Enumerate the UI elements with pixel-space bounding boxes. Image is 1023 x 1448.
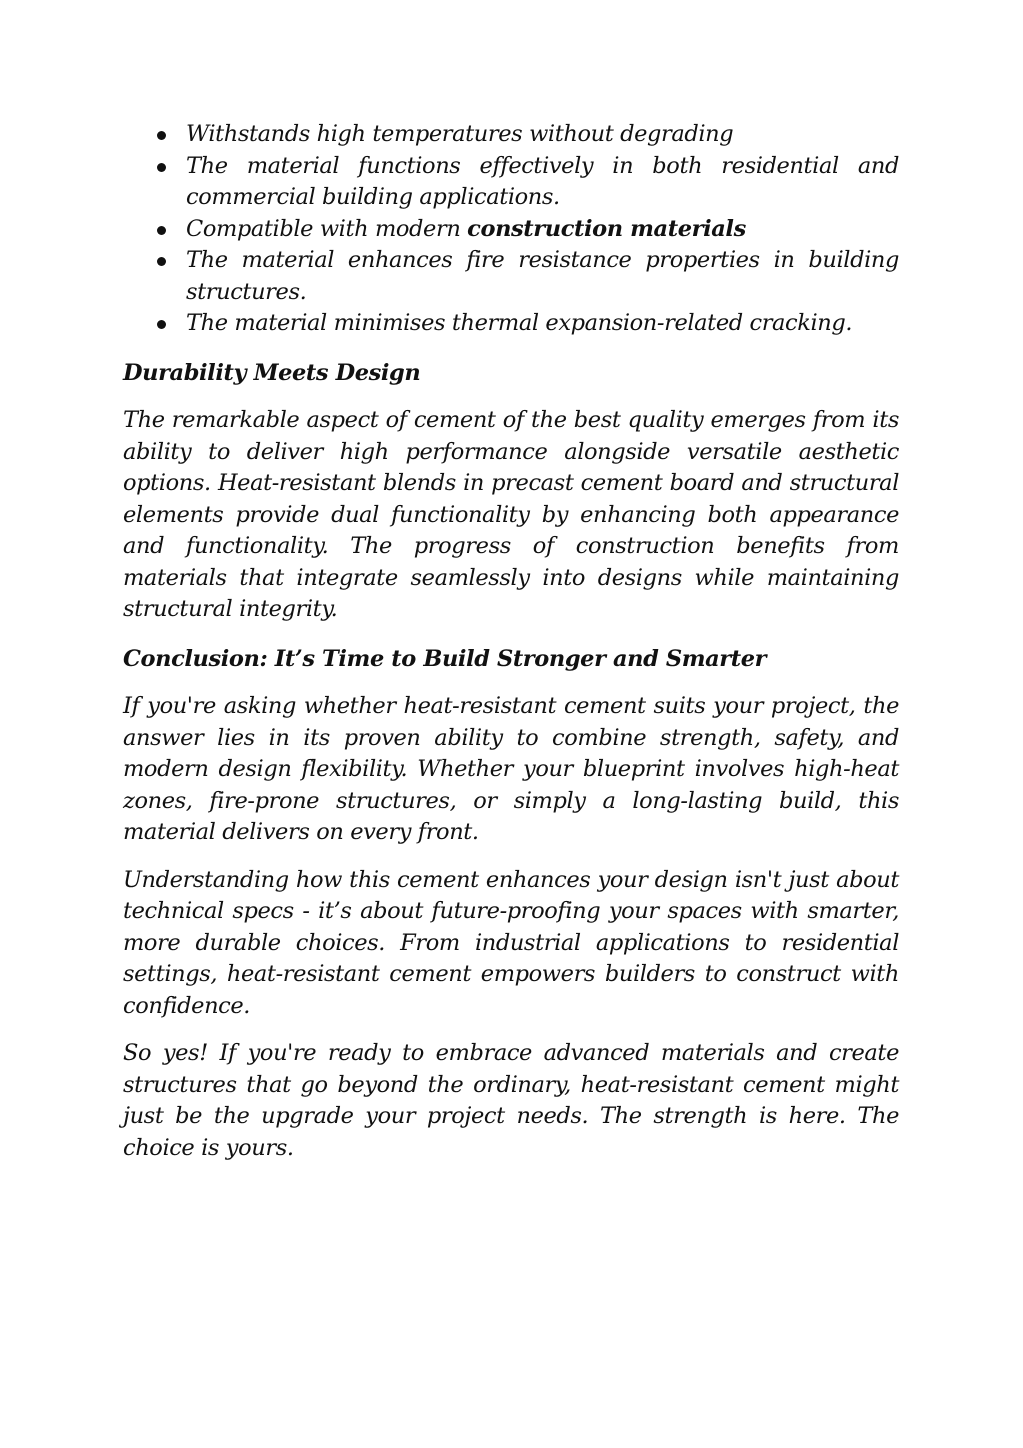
list-item-text: The material enhances fire resistance properties in building structures. <box>186 247 899 305</box>
paragraph-conclusion-1: If you're asking whether heat-resistant cement suits your project, the answer lies in its proven ability to combine strength, safety, and modern design flexibility. Whether your blueprint involves high-heat zones, fire-prone structures, or simply a long-lasting build, this material delivers on every front. <box>123 693 899 845</box>
bullet-icon <box>157 257 166 266</box>
list-item-text: The material functions effectively in both residential and commercial building applications. <box>186 152 899 210</box>
list-item <box>123 119 899 151</box>
list-item-text-bold: construction materials <box>467 215 746 242</box>
list-item <box>123 245 899 308</box>
list-item-text: The material minimises thermal expansion-related cracking. <box>186 310 853 336</box>
bullet-icon <box>157 320 166 329</box>
bullet-icon <box>157 131 166 140</box>
list-item <box>123 151 899 214</box>
paragraph-durability: The remarkable aspect of cement of the best quality emerges from its ability to deliver high performance alongside versatile aesthetic options. Heat-resistant blends in precast cement board and structural elements provide dual functionality by enhancing both appearance and functionality. The progress of construction benefits from materials that integrate seamlessly into designs while maintaining structural integrity. <box>123 407 899 622</box>
paragraph-conclusion-2: Understanding how this cement enhances your design isn't just about technical specs - it’s about future-proofing your spaces with smarter, more durable choices. From industrial applications to residential settings, heat-resistant cement empowers builders to construct with confidence. <box>123 866 899 1019</box>
section-heading-durability: Durability Meets Design <box>123 359 421 386</box>
bullet-icon <box>157 226 166 235</box>
list-item-text: Withstands high temperatures without degrading <box>186 121 734 147</box>
bullet-icon <box>157 163 166 172</box>
list-item <box>123 308 899 340</box>
list-item-text-plain: Compatible with modern <box>186 215 468 242</box>
section-heading-conclusion: Conclusion: It’s Time to Build Stronger and Smarter <box>123 645 767 672</box>
document-page <box>123 119 899 1164</box>
list-item <box>123 214 899 246</box>
paragraph-conclusion-3: So yes! If you're ready to embrace advanced materials and create structures that go beyond the ordinary, heat-resistant cement might just be the upgrade your project needs. The strength is here. The choice is yours. <box>123 1040 899 1161</box>
benefits-list <box>123 119 899 340</box>
list-item-text <box>186 214 899 246</box>
